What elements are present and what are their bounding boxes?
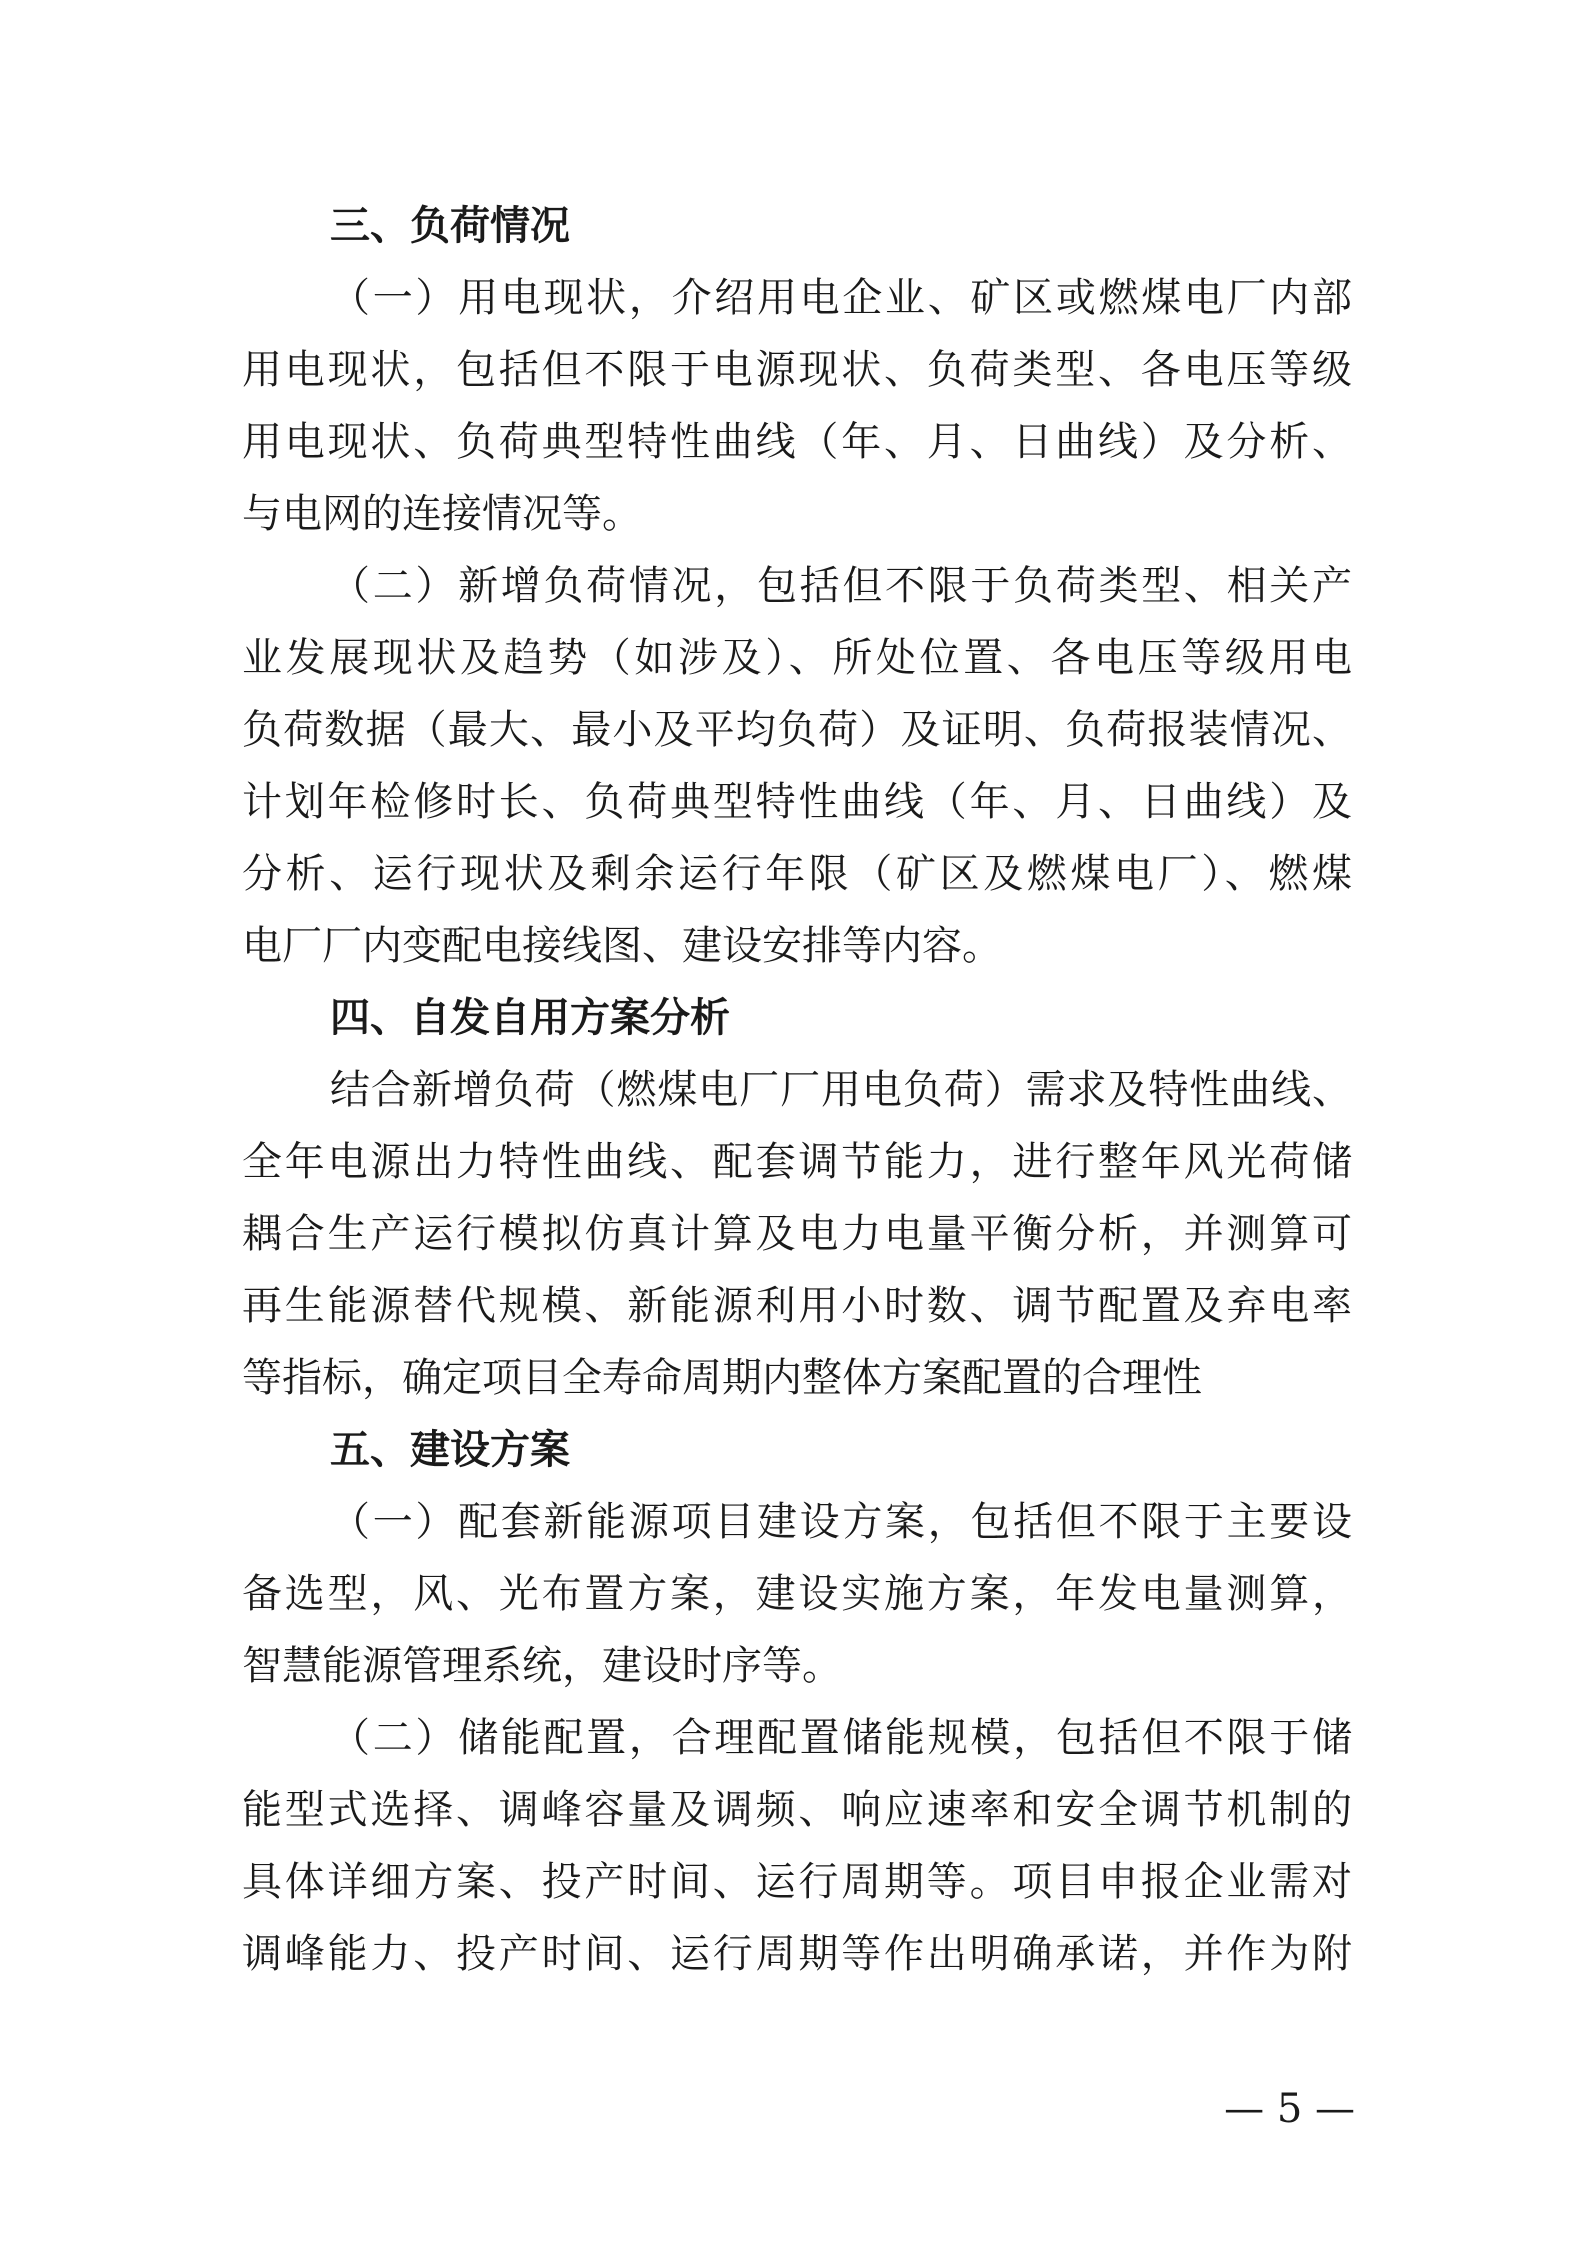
document-body [242,190,1352,1990]
body-line: 能型式选择、调峰容量及调频、响应速率和安全调节机制的 [242,1787,1352,1833]
body-line: 负荷数据（最大、最小及平均负荷）及证明、负荷报装情况、 [242,707,1352,753]
body-line: 分析、运行现状及剩余运行年限（矿区及燃煤电厂）、燃煤 [242,851,1352,897]
paragraph-first-line: （一）用电现状，介绍用电企业、矿区或燃煤电厂内部 [330,275,1352,321]
body-line: 耦合生产运行模拟仿真计算及电力电量平衡分析，并测算可 [242,1211,1352,1257]
paragraph-first-line: 结合新增负荷（燃煤电厂厂用电负荷）需求及特性曲线、 [330,1067,1352,1113]
body-line: 计划年检修时长、负荷典型特性曲线（年、月、日曲线）及 [242,779,1352,825]
paragraph-last-line: 智慧能源管理系统，建设时序等。 [242,1643,842,1689]
body-line: 备选型，风、光布置方案，建设实施方案，年发电量测算， [242,1571,1352,1617]
section-heading: 五、建设方案 [330,1427,570,1473]
page-number: — 5 — [1224,2086,1355,2132]
paragraph-last-line: 与电网的连接情况等。 [242,491,642,537]
body-line: 具体详细方案、投产时间、运行周期等。项目申报企业需对 [242,1859,1352,1905]
body-line: 调峰能力、投产时间、运行周期等作出明确承诺，并作为附 [242,1931,1352,1977]
body-line: 用电现状，包括但不限于电源现状、负荷类型、各电压等级 [242,347,1352,393]
paragraph-last-line: 电厂厂内变配电接线图、建设安排等内容。 [242,923,1002,969]
body-line: 业发展现状及趋势（如涉及）、所处位置、各电压等级用电 [242,635,1352,681]
section-heading: 三、负荷情况 [330,203,570,249]
body-line: 全年电源出力特性曲线、配套调节能力，进行整年风光荷储 [242,1139,1352,1185]
paragraph-first-line: （一）配套新能源项目建设方案，包括但不限于主要设 [330,1499,1352,1545]
paragraph-first-line: （二）储能配置，合理配置储能规模，包括但不限于储 [330,1715,1352,1761]
paragraph-last-line: 等指标，确定项目全寿命周期内整体方案配置的合理性 [242,1355,1202,1401]
body-line: 用电现状、负荷典型特性曲线（年、月、日曲线）及分析、 [242,419,1352,465]
section-heading: 四、自发自用方案分析 [330,995,730,1041]
paragraph-first-line: （二）新增负荷情况，包括但不限于负荷类型、相关产 [330,563,1352,609]
body-line: 再生能源替代规模、新能源利用小时数、调节配置及弃电率 [242,1283,1352,1329]
